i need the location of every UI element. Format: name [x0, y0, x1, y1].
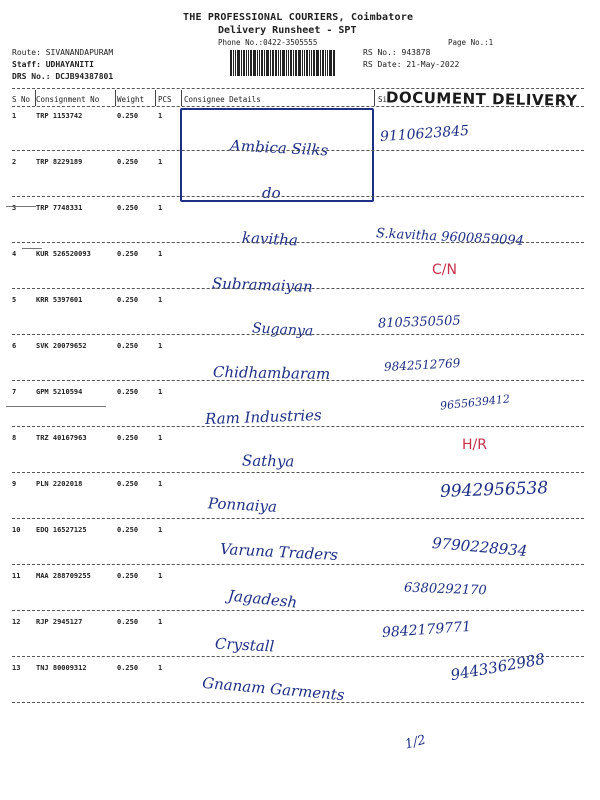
row-weight: 0.250 — [117, 388, 139, 396]
row-weight: 0.250 — [117, 618, 139, 626]
column-header-divider — [12, 106, 584, 107]
barcode-bar — [327, 50, 328, 76]
row-pieces: 1 — [158, 250, 163, 258]
header-divider — [12, 88, 584, 89]
page-number: Page No.:1 — [448, 38, 494, 47]
barcode-bar — [261, 50, 263, 76]
row-consignee-handwritten: Ram Industries — [204, 405, 322, 429]
barcode-bar — [320, 50, 321, 76]
row-weight: 0.250 — [117, 434, 139, 442]
row-divider — [12, 288, 584, 289]
barcode-bar — [316, 50, 319, 76]
route-label: Route: SIVANANDAPURAM — [12, 48, 114, 57]
barcode-bar — [311, 50, 312, 76]
row-serial-number: 1 — [12, 112, 17, 120]
row-weight: 0.250 — [117, 664, 139, 672]
row-consignment-number: EDQ 16527125 — [36, 526, 87, 534]
col-divider — [155, 90, 156, 106]
row-weight: 0.250 — [117, 158, 139, 166]
row-consignment-number: SVK 20079652 — [36, 342, 87, 350]
barcode-bar — [298, 50, 301, 76]
row-weight: 0.250 — [117, 112, 139, 120]
runsheet-title: Delivery Runsheet - SPT — [218, 25, 357, 36]
row-consignment-number: PLN 2202018 — [36, 480, 83, 488]
row-divider — [12, 426, 584, 427]
row-weight: 0.250 — [117, 204, 139, 212]
barcode-bar — [304, 50, 305, 76]
row-divider — [12, 196, 584, 197]
barcode-bar — [282, 50, 285, 76]
barcode-bar — [266, 50, 269, 76]
row-consignment-number: MAA 288709255 — [36, 572, 91, 580]
staff-label: Staff: UDHAYANITI — [12, 60, 94, 69]
row-pieces: 1 — [158, 526, 163, 534]
row-consignee-handwritten: Ambica Silks — [229, 136, 329, 160]
row-signature-handwritten: 9942956538 — [439, 478, 549, 502]
row-consignee-handwritten: do — [262, 184, 281, 202]
rs-number: RS No.: 943878 — [363, 48, 431, 57]
phone-number: Phone No.:0422-3505555 — [218, 38, 318, 47]
col-signature: Si — [378, 95, 388, 104]
drs-number: DRS No.: DCJB94387801 — [12, 72, 114, 81]
row-signature-handwritten: C/N — [432, 262, 457, 278]
row-weight: 0.250 — [117, 572, 139, 580]
row-serial-number: 4 — [12, 250, 17, 258]
barcode-bar — [230, 50, 232, 76]
barcode-bar — [329, 50, 332, 76]
row-signature-handwritten: 9655639412 — [439, 392, 511, 413]
row-signature-handwritten: 9110623845 — [379, 122, 470, 146]
barcode-bar — [322, 50, 324, 76]
row-pieces: 1 — [158, 388, 163, 396]
row-divider — [12, 334, 584, 335]
row-weight: 0.250 — [117, 342, 139, 350]
row-consignee-handwritten: Gnanam Garments — [201, 673, 346, 705]
row-consignee-handwritten: Suganya — [251, 320, 314, 340]
row-divider — [12, 518, 584, 519]
barcode-bar — [280, 50, 281, 76]
row-signature-handwritten: H/R — [462, 437, 487, 453]
row-serial-number: 2 — [12, 158, 17, 166]
barcode-bar — [272, 50, 274, 76]
row-consignee-handwritten: Varuna Traders — [219, 539, 339, 565]
row-serial-number: 8 — [12, 434, 17, 442]
row-consignment-number: TRP 1153742 — [36, 112, 83, 120]
row-pieces: 1 — [158, 296, 163, 304]
row-consignee-handwritten: Sathya — [241, 451, 295, 471]
row-consignee-handwritten: Ponnaiya — [207, 494, 278, 516]
row-signature-handwritten: 9790228934 — [431, 533, 529, 561]
row-divider — [12, 472, 584, 473]
row-consignment-number: KRR 5397601 — [36, 296, 83, 304]
barcode-bar — [235, 50, 236, 76]
row-consignment-number: TRZ 40167963 — [36, 434, 87, 442]
barcode-bar — [243, 50, 245, 76]
col-divider — [35, 90, 36, 106]
row-divider — [12, 702, 584, 703]
row-serial-number: 9 — [12, 480, 17, 488]
row-serial-number: 7 — [12, 388, 17, 396]
margin-mark — [6, 406, 106, 407]
company-name: THE PROFESSIONAL COURIERS, Coimbatore — [183, 12, 414, 23]
row-pieces: 1 — [158, 342, 163, 350]
row-pieces: 1 — [158, 664, 163, 672]
row-serial-number: 6 — [12, 342, 17, 350]
barcode-bar — [253, 50, 256, 76]
row-serial-number: 10 — [12, 526, 21, 534]
barcode-bar — [264, 50, 265, 76]
col-divider — [181, 90, 182, 106]
barcode-bar — [278, 50, 279, 76]
row-consignment-number: RJP 2945127 — [36, 618, 83, 626]
col-sno: S No — [12, 95, 31, 104]
col-divider — [374, 90, 375, 106]
row-serial-number: 3 — [12, 204, 17, 212]
row-divider — [12, 610, 584, 611]
row-consignee-handwritten: kavitha — [241, 228, 299, 250]
barcode-bar — [237, 50, 240, 76]
row-weight: 0.250 — [117, 480, 139, 488]
row-pieces: 1 — [158, 158, 163, 166]
barcode-bar — [246, 50, 247, 76]
barcode-bar — [259, 50, 260, 76]
barcode-bar — [257, 50, 258, 76]
barcode-bar — [293, 50, 294, 76]
row-consignment-number: TNJ 80009312 — [36, 664, 87, 672]
row-pieces: 1 — [158, 618, 163, 626]
barcode-bar — [275, 50, 277, 76]
row-signature-handwritten: 9842512769 — [383, 356, 461, 374]
row-consignment-number: KUR 526520093 — [36, 250, 91, 258]
row-serial-number: 12 — [12, 618, 21, 626]
row-consignee-handwritten: Crystall — [214, 634, 275, 656]
row-pieces: 1 — [158, 434, 163, 442]
row-pieces: 1 — [158, 112, 163, 120]
barcode-bar — [313, 50, 315, 76]
row-signature-handwritten: 6380292170 — [403, 580, 487, 599]
page-mark: 1/2 — [403, 732, 428, 753]
barcode-bar — [302, 50, 303, 76]
row-consignee-handwritten: Chidhambaram — [212, 362, 331, 384]
barcode-bar — [325, 50, 326, 76]
row-consignee-handwritten: Subramaiyan — [211, 274, 313, 296]
row-serial-number: 13 — [12, 664, 21, 672]
col-weight: Weight — [117, 95, 145, 104]
col-pcs: PCS — [158, 95, 172, 104]
row-pieces: 1 — [158, 572, 163, 580]
row-pieces: 1 — [158, 480, 163, 488]
barcode-bar — [250, 50, 252, 76]
barcode-bar — [270, 50, 271, 76]
row-serial-number: 5 — [12, 296, 17, 304]
row-signature-handwritten: 8105350505 — [377, 313, 461, 332]
row-weight: 0.250 — [117, 526, 139, 534]
margin-mark — [22, 248, 42, 249]
barcode-bar — [306, 50, 308, 76]
row-pieces: 1 — [158, 204, 163, 212]
row-divider — [12, 242, 584, 243]
barcode-bar — [288, 50, 289, 76]
row-consignment-number: TRP 7748331 — [36, 204, 83, 212]
row-weight: 0.250 — [117, 250, 139, 258]
barcode-bar — [333, 50, 335, 76]
barcode-bar — [233, 50, 234, 76]
row-divider — [12, 380, 584, 381]
barcode-bar — [241, 50, 242, 76]
col-consignment: Consignment No — [36, 95, 100, 104]
margin-mark — [6, 206, 36, 207]
barcode-bar — [290, 50, 292, 76]
barcode-bar — [309, 50, 310, 76]
row-divider — [12, 150, 584, 151]
rs-date: RS Date: 21-May-2022 — [363, 60, 460, 69]
row-consignment-number: GPM 5210594 — [36, 388, 83, 396]
document-delivery-stamp: DOCUMENT DELIVERY — [385, 88, 578, 110]
row-serial-number: 11 — [12, 572, 21, 580]
barcode-bar — [286, 50, 287, 76]
row-divider — [12, 564, 584, 565]
row-signature-handwritten: 9842179771 — [381, 618, 472, 642]
row-consignee-handwritten: Jagadesh — [227, 586, 299, 612]
col-consignee: Consignee Details — [184, 95, 261, 104]
barcode — [230, 50, 350, 76]
col-divider — [115, 90, 116, 106]
row-signature-handwritten: S.kavitha 9600859094 — [375, 226, 525, 249]
row-weight: 0.250 — [117, 296, 139, 304]
barcode-bar — [248, 50, 249, 76]
row-consignment-number: TRP 8229189 — [36, 158, 83, 166]
row-signature-handwritten: 9443362988 — [449, 649, 547, 685]
barcode-bar — [295, 50, 297, 76]
